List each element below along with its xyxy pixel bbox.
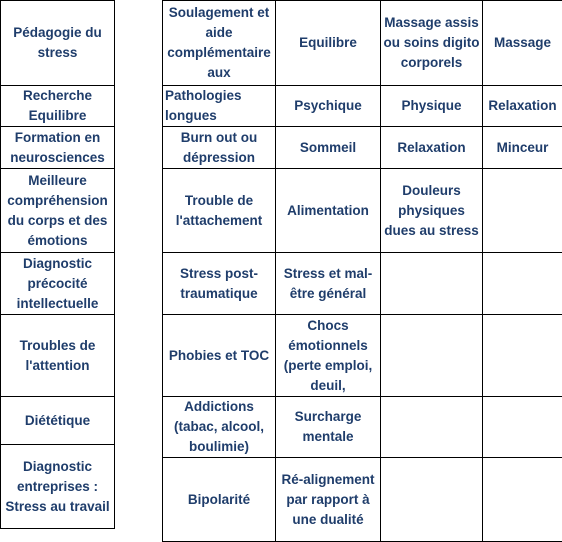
grid-cell: Soulagement et aide complémentaire aux (163, 1, 276, 86)
left-cell: Troubles de l'attention (1, 315, 115, 397)
left-cell: Diététique (1, 397, 115, 445)
grid-cell: Sommeil (276, 127, 381, 169)
grid-cell: Douleurs physiques dues au stress (381, 169, 483, 253)
grid-cell (381, 253, 483, 315)
grid-cell: Massage (483, 1, 562, 86)
grid-cell: Stress post-traumatique (163, 253, 276, 315)
grid-cell (381, 315, 483, 397)
right-table (162, 0, 562, 542)
left-cell: Diagnostic entreprises : Stress au travail (1, 445, 115, 529)
grid-cell: Trouble de l'attachement (163, 169, 276, 253)
grid-cell: Phobies et TOC (163, 315, 276, 397)
grid-cell: Stress et mal-être général (276, 253, 381, 315)
grid-cell: Ré-alignement par rapport à une dualité (276, 458, 381, 542)
grid-cell: Pathologies longues (163, 86, 276, 127)
grid-cell (381, 458, 483, 542)
grid-cell (483, 253, 562, 315)
grid-cell: Chocs émotionnels (perte emploi, deuil, (276, 315, 381, 397)
left-cell: Meilleure compréhension du corps et des émotions (1, 169, 115, 253)
grid-cell: Physique (381, 86, 483, 127)
grid-cell (483, 315, 562, 397)
grid-cell: Equilibre (276, 1, 381, 86)
left-cell: Pédagogie du stress (1, 1, 115, 86)
grid-cell (381, 397, 483, 458)
left-cell: Recherche Equilibre (1, 86, 115, 127)
grid-cell: Psychique (276, 86, 381, 127)
grid-cell: Relaxation (381, 127, 483, 169)
grid-cell (483, 397, 562, 458)
grid-cell: Bipolarité (163, 458, 276, 542)
left-cell: Diagnostic précocité intellectuelle (1, 253, 115, 315)
grid-cell: Surcharge mentale (276, 397, 381, 458)
grid-cell: Burn out ou dépression (163, 127, 276, 169)
left-table (0, 0, 115, 529)
grid-cell: Minceur (483, 127, 562, 169)
grid-cell: Alimentation (276, 169, 381, 253)
grid-cell: Addictions (tabac, alcool, boulimie) (163, 397, 276, 458)
grid-cell (483, 169, 562, 253)
grid-cell: Massage assis ou soins digito corporels (381, 1, 483, 86)
grid-cell (483, 458, 562, 542)
grid-cell: Relaxation (483, 86, 562, 127)
left-cell: Formation en neurosciences (1, 127, 115, 169)
